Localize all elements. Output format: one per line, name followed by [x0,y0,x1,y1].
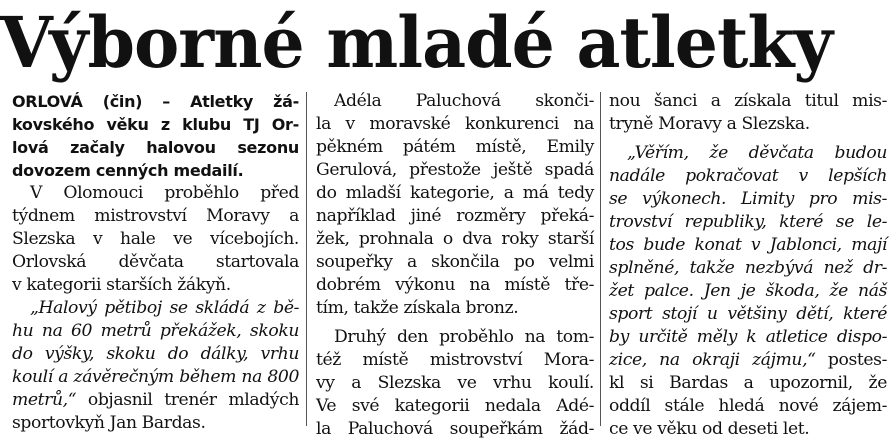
text-fragment: postes- [815,350,887,370]
text-line: la Paluchová soupeřkám žád- [316,419,594,439]
column-divider-1 [306,92,307,426]
text-fragment: objasnil trenér mladých [76,390,299,410]
text-line: týdnem mistrovství Moravy a [12,206,299,226]
text-line: do mladší kategorie, a má tedy [316,183,594,203]
text-line: do výšky, skoku do dálky, vrhu [12,344,299,364]
text-line: Gerulová, přestože ještě spadá [316,160,594,180]
text-line: lová začaly halovou sezonu [12,138,299,157]
text-line: Orlovská děvčata startovala [12,252,299,272]
headline: Výborné mladé atletky [0,1,832,84]
text-line: soupeřky a skončila po velmi [316,252,594,272]
text-line [609,349,887,372]
text-line: v kategorii starších žákyň. [12,275,231,295]
text-line: V Olomouci proběhlo před [30,183,299,203]
text-line: dovozem cenných medailí. [12,161,244,180]
text-line: kovského věku z klubu TJ Or- [12,115,299,134]
text-line [12,389,299,412]
text-line: sport stojí u většiny dětí, které [609,304,887,324]
text-line: la v moravské konkurenci na [316,114,594,134]
text-line: „Halový pětiboj se skládá z bě- [30,298,299,318]
text-line: ORLOVÁ (čin) – Atletky žá- [12,92,299,111]
text-line: Adéla Paluchová skonči- [334,91,594,111]
text-line: vy a Slezska ve vrhu koulí. [316,373,594,393]
text-line: koulí a závěrečným během na 800 [12,367,299,387]
text-line: Slezska v hale ve vícebojích. [12,229,299,249]
text-line: například jiné rozměry překá- [316,206,594,226]
text-line: tím, takže získala bronz. [316,298,519,318]
text-line: trovství republiky, které se le- [609,212,887,232]
text-line: ce ve věku od deseti let. [609,419,810,439]
article-column-3 [609,90,887,439]
text-line: pěkném pátém místě, Emily [316,137,594,157]
text-line: Druhý den proběhlo na tom- [334,327,594,347]
text-line: tryně Moravy a Slezska. [609,114,810,134]
text-line: by určitě měly k atletice dispo- [609,327,887,347]
text-line: „Věřím, že děvčata budou [627,143,887,163]
text-line: tos bude konat v Jablonci, mají [609,235,887,255]
article-column-1 [12,90,299,433]
text-line: sportovkyň Jan Bardas. [12,413,206,433]
text-line: oddíl stále hledá nové zájem- [609,396,887,416]
text-line: nadále pokračovat v lepších [609,166,887,186]
text-line: žet palce. Jen je škoda, že náš [609,281,887,301]
quote-fragment: zice, na okraji zájmu,“ [609,350,816,370]
text-line: Ve své kategorii nedala Adé- [316,396,594,416]
text-line: splněné, takže nezbývá než dr- [609,258,887,278]
text-line: též místě mistrovství Mora- [316,350,594,370]
text-line: žek, prohnala o dva roky starší [316,229,594,249]
text-line: nou šanci a získala titul mis- [609,91,887,111]
article-column-2 [316,90,594,439]
text-line: kl si Bardas a upozornil, že [609,373,887,393]
text-line: hu na 60 metrů překážek, skoku [12,321,299,341]
text-line: se výkonech. Limity pro mis- [609,189,887,209]
text-line: dobrém výkonu na místě tře- [316,275,594,295]
column-divider-2 [600,92,601,426]
quote-fragment: metrů,“ [12,390,77,410]
